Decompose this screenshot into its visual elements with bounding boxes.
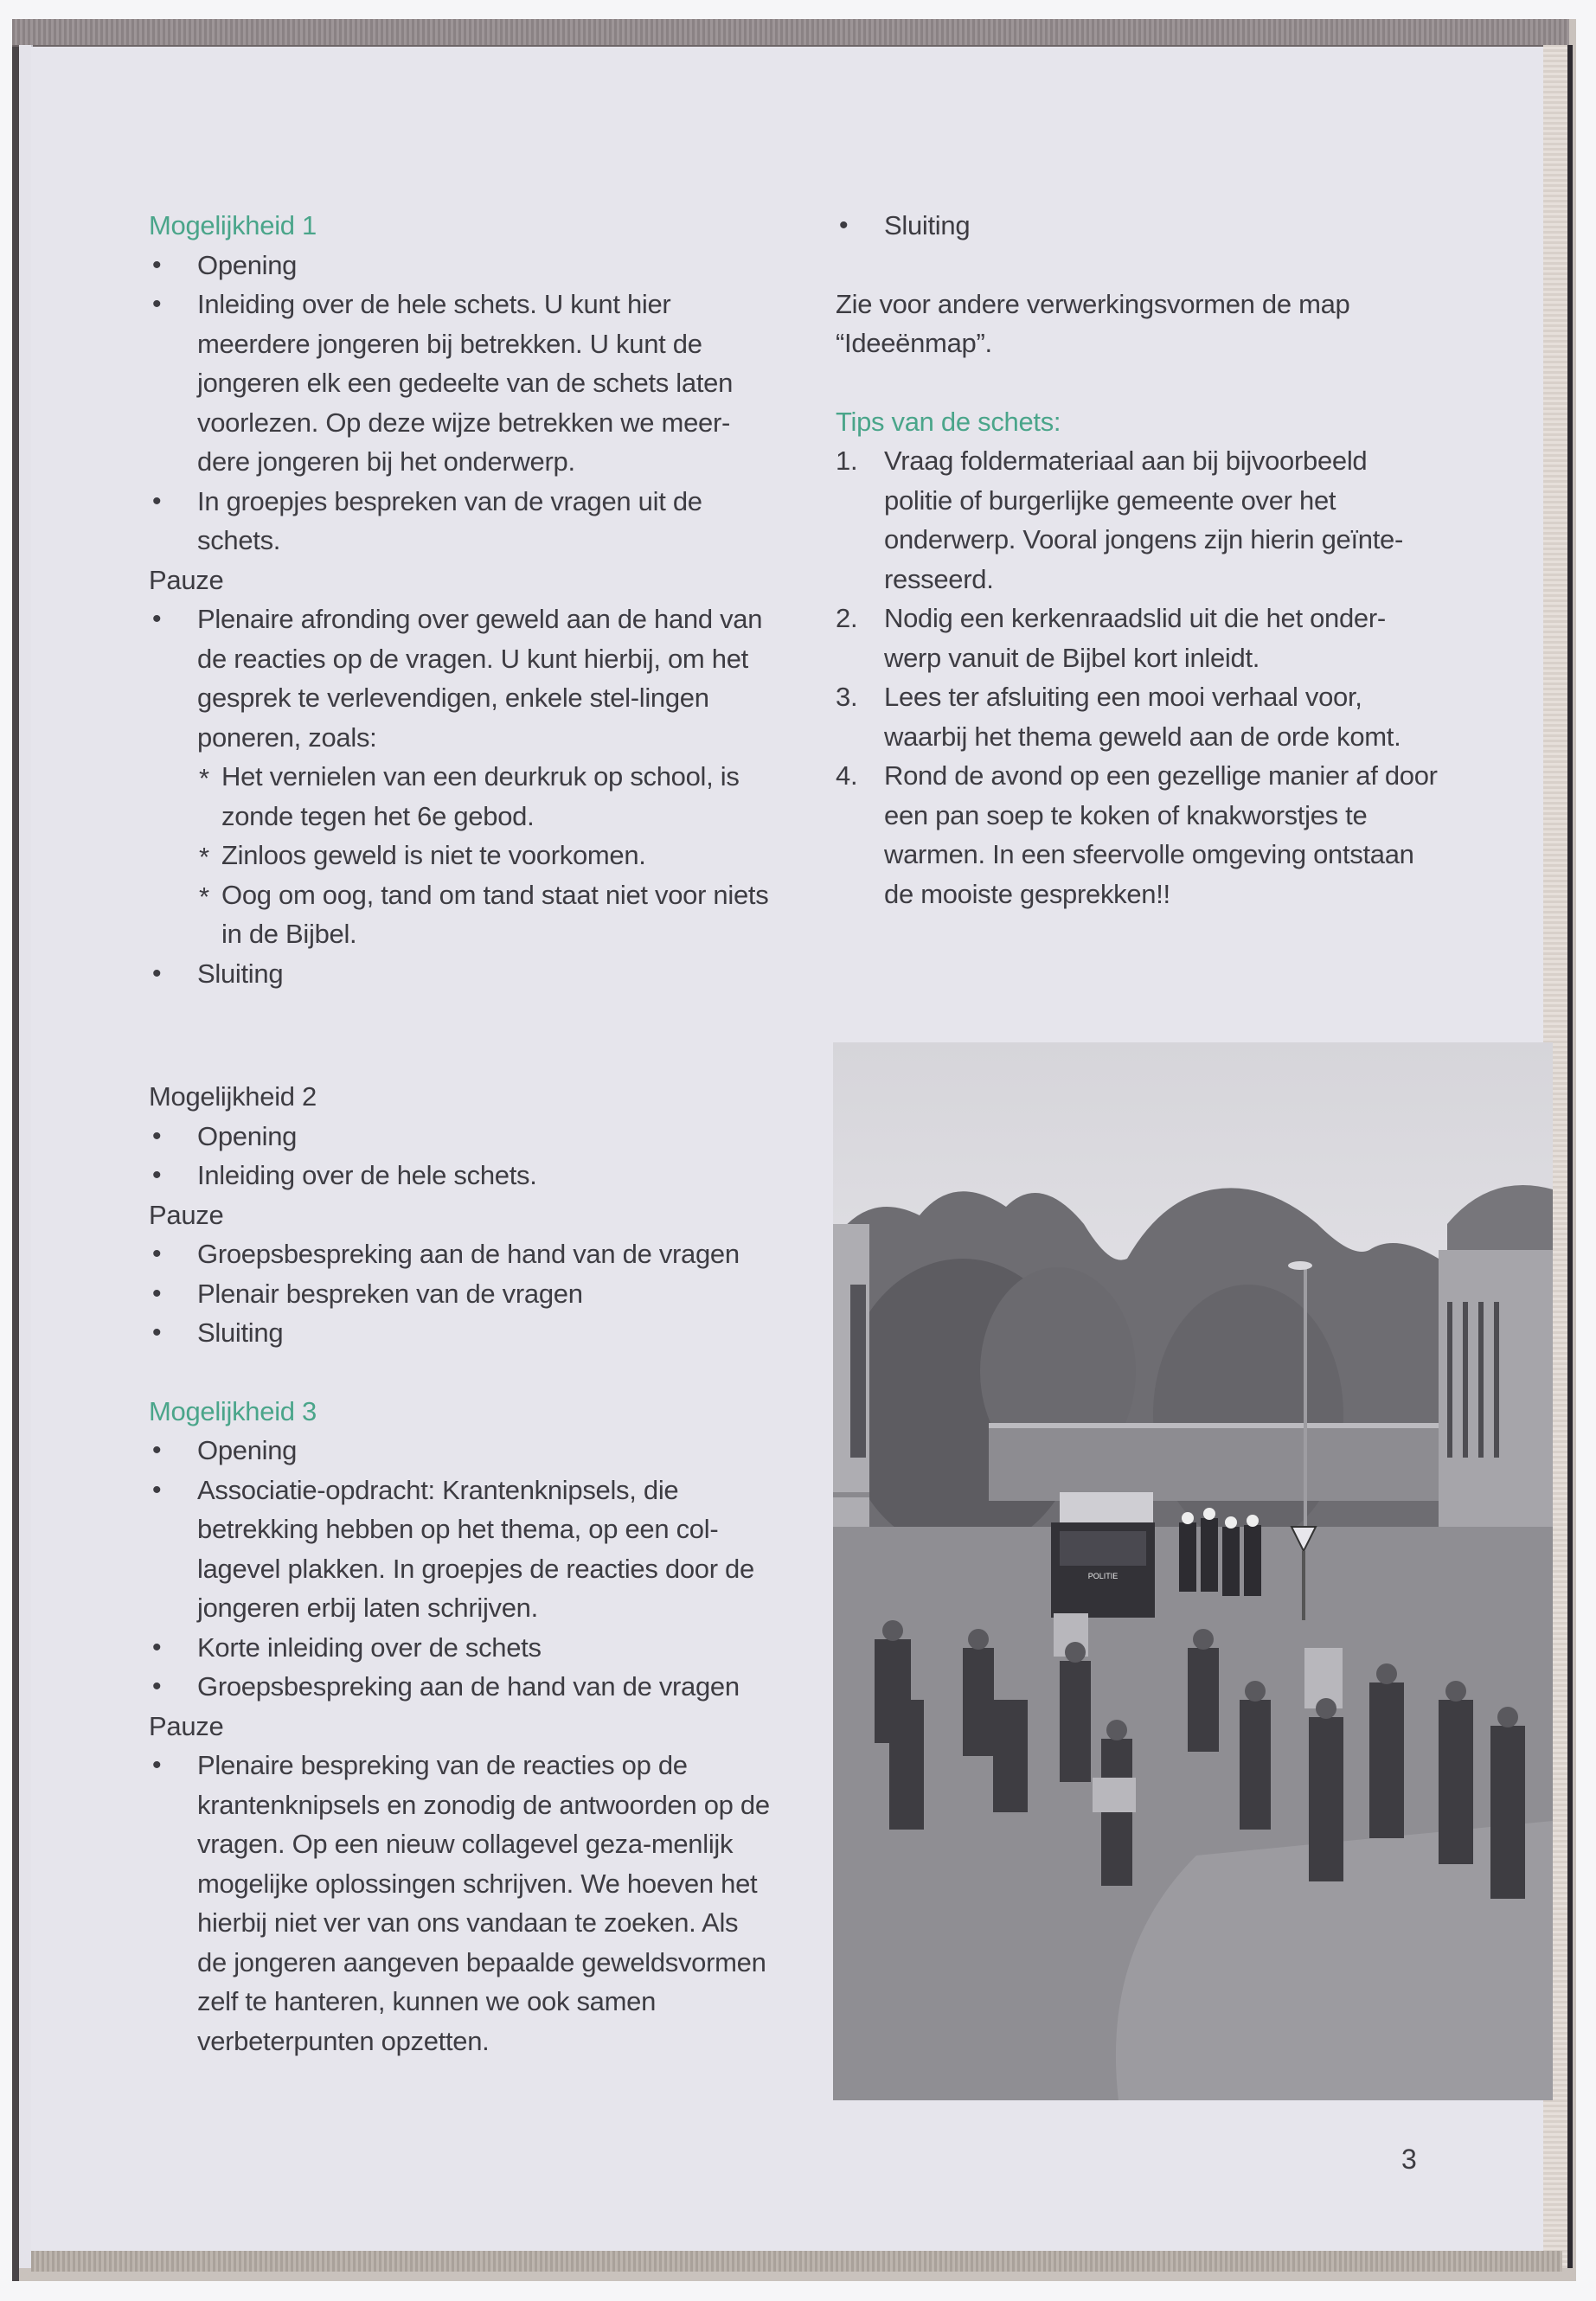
list-item: • In groepjes bespreken van de vragen uit de schets. xyxy=(149,482,772,561)
list-item: • Opening xyxy=(149,1117,772,1157)
left-column xyxy=(149,206,772,2061)
option-1-list xyxy=(149,246,772,561)
statement-item: * Zinloos geweld is niet te voorkomen. xyxy=(197,836,772,875)
list-item: • Groepsbespreking aan de hand van de vragen xyxy=(149,1234,772,1274)
list-item: • Plenair bespreken van de vragen xyxy=(149,1274,772,1314)
photo-illustration xyxy=(833,1042,1553,2100)
pause-label: Pauze xyxy=(149,1710,224,1741)
tip-text: Lees ter afsluiting een mooi verhaal voor, waarbij het thema geweld aan de orde komt. xyxy=(884,682,1401,752)
binder-bottom-edge xyxy=(31,2251,1562,2272)
list-item: • Groepsbespreking aan de hand van de vragen xyxy=(149,1667,772,1707)
tip-item xyxy=(836,441,1441,599)
tip-text: Vraag foldermateriaal aan bij bijvoorbeeld politie of burgerlijke gemeente over het onderwerp. Vooral jongens zijn hierin geïnte-resseerd. xyxy=(884,445,1403,594)
list-item: • Associatie-opdracht: Krantenknipsels, die betrekking hebben op het thema, op een col-lagevel plakken. In groepjes de reacties door de jongeren erbij laten schrijven. xyxy=(149,1471,772,1628)
list-item-text: Plenaire afronding over geweld aan de hand van de reacties op de vragen. U kunt hierbij, om het gesprek te verlevendigen, enkele stel-lingen poneren, zoals: xyxy=(197,604,763,753)
tip-number: 3. xyxy=(836,682,858,712)
list-item: • Opening xyxy=(149,246,772,285)
pause-label: Pauze xyxy=(149,564,224,595)
riot-police-photo xyxy=(833,1042,1553,2100)
page-number: 3 xyxy=(1401,2144,1417,2175)
option-1-after-pause-list xyxy=(149,599,772,993)
spacer xyxy=(149,1353,772,1392)
statement-item: * Het vernielen van een deurkruk op school, is zonde tegen het 6e gebod. xyxy=(197,757,772,836)
list-item: • Sluiting xyxy=(836,206,1441,246)
tip-number: 4. xyxy=(836,760,858,791)
list-item xyxy=(149,599,772,954)
option-1-heading: Mogelijkheid 1 xyxy=(149,210,317,240)
option-2-list xyxy=(149,1117,772,1195)
list-item: • Korte inleiding over de schets xyxy=(149,1628,772,1668)
option-3-after-pause-list xyxy=(149,1746,772,2061)
binder-top-edge xyxy=(12,19,1569,47)
right-column xyxy=(836,206,1441,913)
tip-text: Nodig een kerkenraadslid uit die het onder-werp vanuit de Bijbel kort inleidt. xyxy=(884,603,1386,673)
list-item: • Sluiting xyxy=(149,954,772,994)
spacer xyxy=(836,363,1441,402)
list-item: • Opening xyxy=(149,1431,772,1471)
svg-text:POLITIE: POLITIE xyxy=(1087,1572,1118,1580)
statement-item: * Oog om oog, tand om tand staat niet voor niets in de Bijbel. xyxy=(197,875,772,954)
list-item: • Plenaire bespreking van de reacties op de krantenknipsels en zonodig de antwoorden op de vragen. Op een nieuw collagevel geza-menlijk mogelijke oplossingen schrijven. We hoeven het hierbij niet ver van ons vandaan te zoeken. Als de jongeren aangeven bepaalde geweldsvormen zelf te hanteren, kunnen we ook samen verbeterpunten opzetten. xyxy=(149,1746,772,2061)
tip-item xyxy=(836,677,1441,756)
pause-label: Pauze xyxy=(149,1199,224,1230)
tips-heading: Tips van de schets: xyxy=(836,406,1061,437)
list-item: • Sluiting xyxy=(149,1313,772,1353)
tip-number: 2. xyxy=(836,603,858,633)
tips-list xyxy=(836,441,1441,913)
tip-text: Rond de avond op een gezellige manier af door een pan soep te koken of knakworstjes te warmen. In een sfeervolle omgeving ontstaan de mooiste gesprekken!! xyxy=(884,760,1438,909)
option-2-heading: Mogelijkheid 2 xyxy=(149,1081,317,1112)
reference-note: Zie voor andere verwerkingsvormen de map “Ideeënmap”. xyxy=(836,288,1350,358)
option-2 xyxy=(149,1077,772,1353)
tip-item xyxy=(836,756,1441,913)
spacer xyxy=(149,993,772,1077)
tip-item xyxy=(836,599,1441,677)
spacer xyxy=(836,246,1441,285)
option-3-list xyxy=(149,1431,772,1707)
option-3-closing-list xyxy=(836,206,1441,246)
tip-number: 1. xyxy=(836,445,858,476)
option-2-after-pause-list xyxy=(149,1234,772,1353)
statements-list xyxy=(197,757,772,954)
list-item: • Inleiding over de hele schets. xyxy=(149,1156,772,1195)
list-item: • Inleiding over de hele schets. U kunt hier meerdere jongeren bij betrekken. U kunt de jongeren elk een gedeelte van de schets laten voorlezen. Op deze wijze betrekken we meer-dere jongeren bij het onderwerp. xyxy=(149,285,772,482)
option-3 xyxy=(149,1392,772,2061)
option-1 xyxy=(149,206,772,993)
option-3-heading: Mogelijkheid 3 xyxy=(149,1395,317,1426)
